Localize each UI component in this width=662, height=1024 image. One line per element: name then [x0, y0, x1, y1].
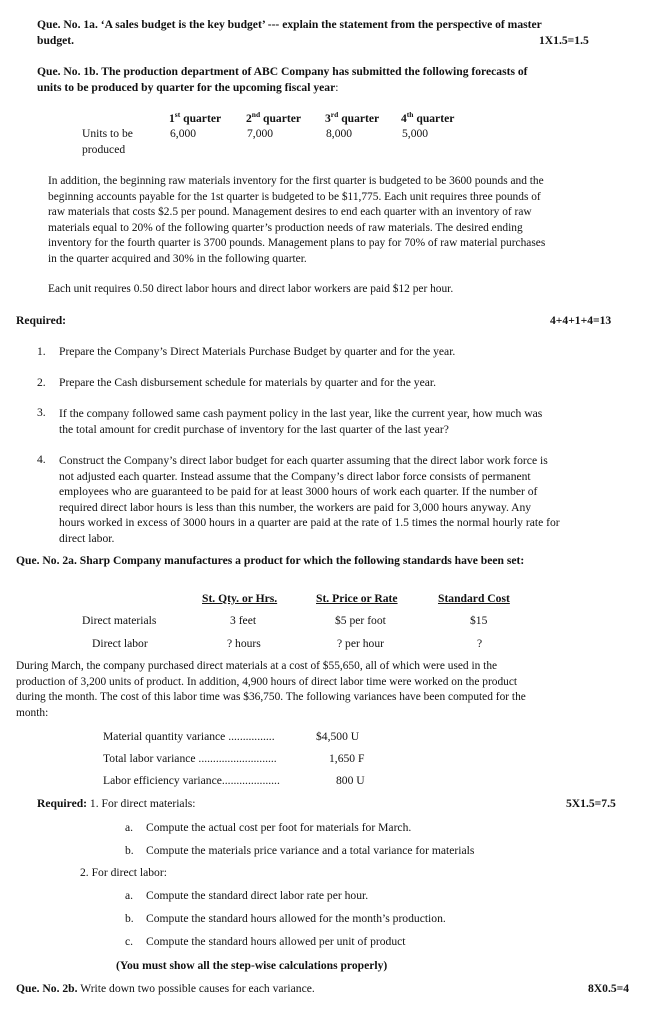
q1b-para-line: beginning accounts payable for the 1st quarter is budgeted to be $11,775. Each unit requires three pounds of [48, 190, 541, 203]
q1b-paragraph2: Each unit requires 0.50 direct labor hours and direct labor workers are paid $12 per hour. [48, 283, 454, 295]
q1b-text2: units to be produced by quarter for the upcoming fiscal year [37, 81, 336, 94]
quarter-header-2: 2nd quarter [246, 110, 302, 125]
q1b-text: The production department of ABC Company has submitted the following forecasts of [98, 65, 528, 78]
std-row-price: $5 per foot [335, 614, 386, 627]
q1b-text2-suffix: : [335, 81, 339, 94]
q1b-paragraph [48, 174, 642, 267]
std-row-price: ? per hour [337, 637, 384, 650]
std-row-cost: ? [477, 637, 483, 650]
required-label-1: Required: [16, 314, 67, 327]
required-marks-1: 4+4+1+4=13 [550, 314, 612, 327]
quarter-header-1: 1st quarter [169, 110, 222, 125]
std-header-qty: St. Qty. or Hrs. [202, 592, 278, 605]
std-row-cost: $15 [470, 614, 488, 627]
units-value-q4: 5,000 [402, 127, 429, 140]
q2b-label: Que. No. 2b. [16, 982, 78, 995]
q1b-para-line: materials equal to 20% of the following quarter’s production needs of raw materials. The desired ending [48, 221, 523, 234]
q1b-para-line: In addition, the beginning raw materials inventory for the first quarter is budgeted to be 3600 pounds and the [48, 175, 544, 187]
q2b-line [16, 982, 315, 997]
calculation-note: (You must show all the step-wise calculations properly) [116, 959, 388, 972]
std-row-qty: 3 feet [230, 614, 257, 627]
std-row-qty: ? hours [227, 637, 261, 650]
q2a-required: Required: 1. For direct materials: [37, 797, 196, 810]
units-value-q1: 6,000 [170, 127, 197, 140]
units-label-1: Units to be [82, 127, 133, 140]
q1b-para-line: raw materials that costs $2.5 per pound. Management desires to end each quarter with an inventory of raw [48, 206, 532, 218]
variance-row: Total labor variance ........................... 1,650 F [103, 752, 365, 765]
q2b-marks: 8X0.5=4 [588, 982, 630, 995]
units-value-q3: 8,000 [326, 127, 353, 140]
variance-row: Labor efficiency variance.................... 800 U [103, 774, 365, 787]
q2a-text: Sharp Company manufactures a product for which the following standards have been set: [76, 554, 525, 567]
units-label-2: produced [82, 143, 126, 156]
q2a-marks: 5X1.5=7.5 [566, 797, 616, 810]
variance-row: Material quantity variance ................ $4,500 U [103, 730, 360, 743]
quarter-header-3: 3rd quarter [325, 110, 380, 125]
q1b-line1 [37, 65, 637, 80]
std-header-price: St. Price or Rate [316, 592, 398, 605]
q2a-line1 [16, 554, 646, 569]
std-row-label: Direct labor [92, 637, 148, 650]
std-row-label: Direct materials [82, 614, 157, 627]
std-header-cost: Standard Cost [438, 592, 510, 605]
units-value-q2: 7,000 [247, 127, 274, 140]
quarter-header-4: 4th quarter [401, 110, 455, 125]
q1a-line1 [37, 18, 637, 33]
q1b-label: Que. No. 1b. [37, 65, 99, 78]
q2a-label: Que. No. 2a. [16, 554, 77, 567]
q2a-req2: 2. For direct labor: [80, 866, 167, 879]
q1b-para-line: inventory for the fourth quarter is 3700 pounds. Management plans to pay for 70% of raw material purchases [48, 237, 546, 249]
q2b-text: Write down two possible causes for each variance. [77, 982, 315, 995]
q1b-line2 [37, 81, 338, 96]
q1a-label: Que. No. 1a. [37, 18, 98, 31]
q2a-paragraph: During March, the company purchased direct materials at a cost of $55,650, all of which were used in the production of 3,200 units of product. In addition, 4,900 hours of direct labor time were worked on the product during the month. The cost of this labor time was $36,750. The following variances have been computed for the month: [16, 660, 526, 719]
q1b-para-line: in the quarter acquired and 30% in the following quarter. [48, 252, 307, 265]
q1a-text2: budget. [37, 34, 75, 47]
q1a-marks: 1X1.5=1.5 [539, 34, 589, 47]
q1a-text: ‘A sales budget is the key budget’ --- explain the statement from the perspective of master [97, 18, 542, 31]
